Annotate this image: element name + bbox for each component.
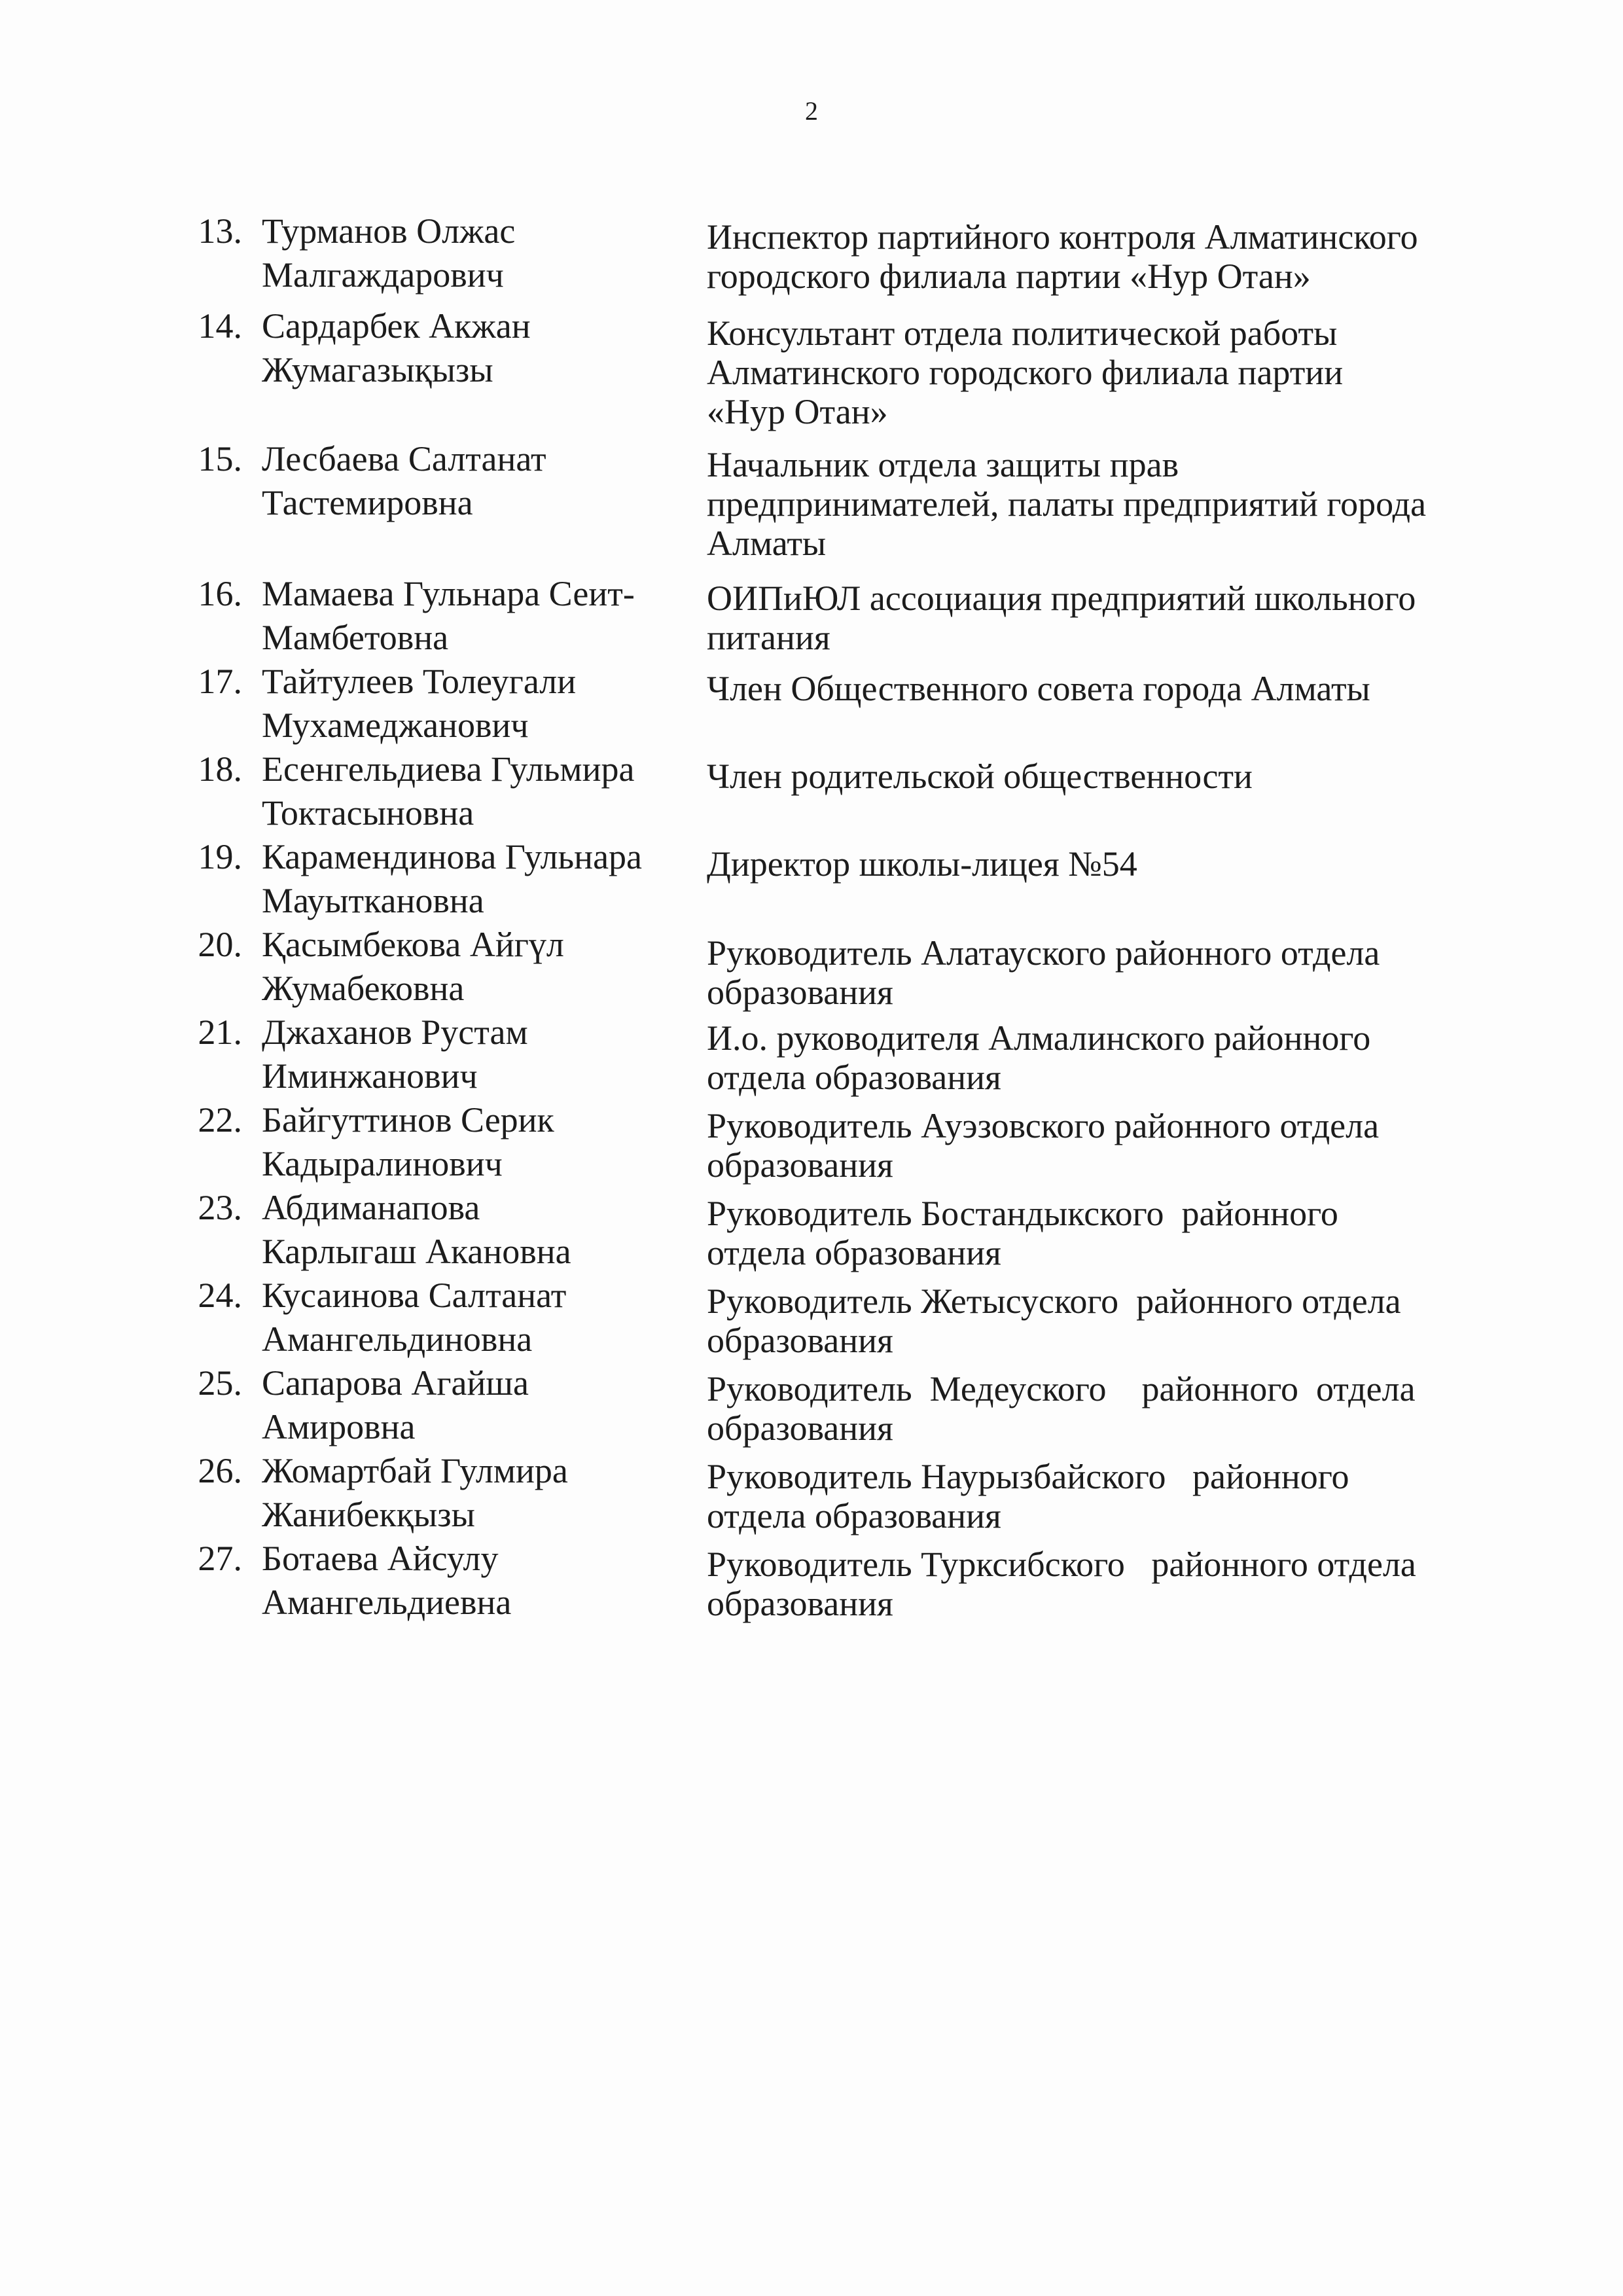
member-position: Руководитель Наурызбайского районного отдела образования bbox=[707, 1457, 1349, 1535]
member-name: Ботаева Айсулу Амангельдиевна bbox=[262, 1539, 512, 1622]
member-position: Член Общественного совета города Алматы bbox=[707, 669, 1370, 708]
item-number: 26. bbox=[198, 1451, 242, 1490]
member-position: Директор школы-лицея №54 bbox=[707, 844, 1137, 884]
item-number: 20. bbox=[198, 925, 242, 964]
member-position: ОИПиЮЛ ассоциация предприятий школьного питания bbox=[707, 579, 1416, 657]
item-number: 16. bbox=[198, 574, 242, 613]
item-number: 23. bbox=[198, 1188, 242, 1227]
item-number: 25. bbox=[198, 1363, 242, 1403]
page-number: 2 bbox=[805, 96, 818, 126]
member-name: Байгуттинов Серик Кадыралинович bbox=[262, 1100, 554, 1183]
item-number: 17. bbox=[198, 662, 242, 701]
item-number: 21. bbox=[198, 1013, 242, 1052]
member-position: Инспектор партийного контроля Алматинского городского филиала партии «Нур Отан» bbox=[707, 217, 1418, 296]
item-number: 18. bbox=[198, 749, 242, 789]
item-number: 13. bbox=[198, 211, 242, 251]
member-name: Турманов Олжас Малгаждарович bbox=[262, 211, 516, 295]
member-name: Абдиманапова Карлыгаш Акановна bbox=[262, 1188, 571, 1271]
member-name: Тайтулеев Толеугали Мухамеджанович bbox=[262, 662, 577, 745]
item-number: 14. bbox=[198, 306, 242, 346]
member-name: Сапарова Агайша Амировна bbox=[262, 1363, 529, 1446]
member-position: Консультант отдела политической работы Алматинского городского филиала партии «Нур Отан» bbox=[707, 314, 1344, 431]
member-name: Лесбаева Салтанат Тастемировна bbox=[262, 439, 546, 522]
member-name: Жомартбай Гулмира Жанибекқызы bbox=[262, 1451, 568, 1534]
member-position: И.о. руководителя Алмалинского районного отдела образования bbox=[707, 1018, 1371, 1097]
member-position: Руководитель Ауэзовского районного отдела образования bbox=[707, 1106, 1380, 1185]
member-name: Джаханов Рустам Иминжанович bbox=[262, 1013, 528, 1096]
item-number: 19. bbox=[198, 837, 242, 876]
member-position: Член родительской общественности bbox=[707, 757, 1253, 796]
member-name: Сардарбек Акжан Жумагазықызы bbox=[262, 306, 531, 389]
item-number: 27. bbox=[198, 1539, 242, 1578]
member-position: Руководитель Бостандыкского районного отдела образования bbox=[707, 1194, 1338, 1272]
member-name: Карамендинова Гульнара Мауыткановна bbox=[262, 837, 643, 920]
member-name: Мамаева Гульнара Сеит- Мамбетовна bbox=[262, 574, 635, 657]
member-position: Руководитель Алатауского районного отдела образования bbox=[707, 933, 1380, 1012]
item-number: 22. bbox=[198, 1100, 242, 1139]
member-position: Начальник отдела защиты прав предпринимателей, палаты предприятий города Алматы bbox=[707, 445, 1427, 563]
member-name: Кусаинова Салтанат Амангельдиновна bbox=[262, 1276, 567, 1359]
item-number: 24. bbox=[198, 1276, 242, 1315]
member-position: Руководитель Турксибского районного отдела образования bbox=[707, 1545, 1416, 1623]
member-position: Руководитель Жетысуского районного отдела образования bbox=[707, 1282, 1401, 1360]
member-name: Қасымбекова Айгүл Жумабековна bbox=[262, 925, 564, 1008]
item-number: 15. bbox=[198, 439, 242, 478]
member-position: Руководитель Медеуского районного отдела образования bbox=[707, 1369, 1416, 1448]
member-name: Есенгельдиева Гульмира Токтасыновна bbox=[262, 749, 635, 833]
